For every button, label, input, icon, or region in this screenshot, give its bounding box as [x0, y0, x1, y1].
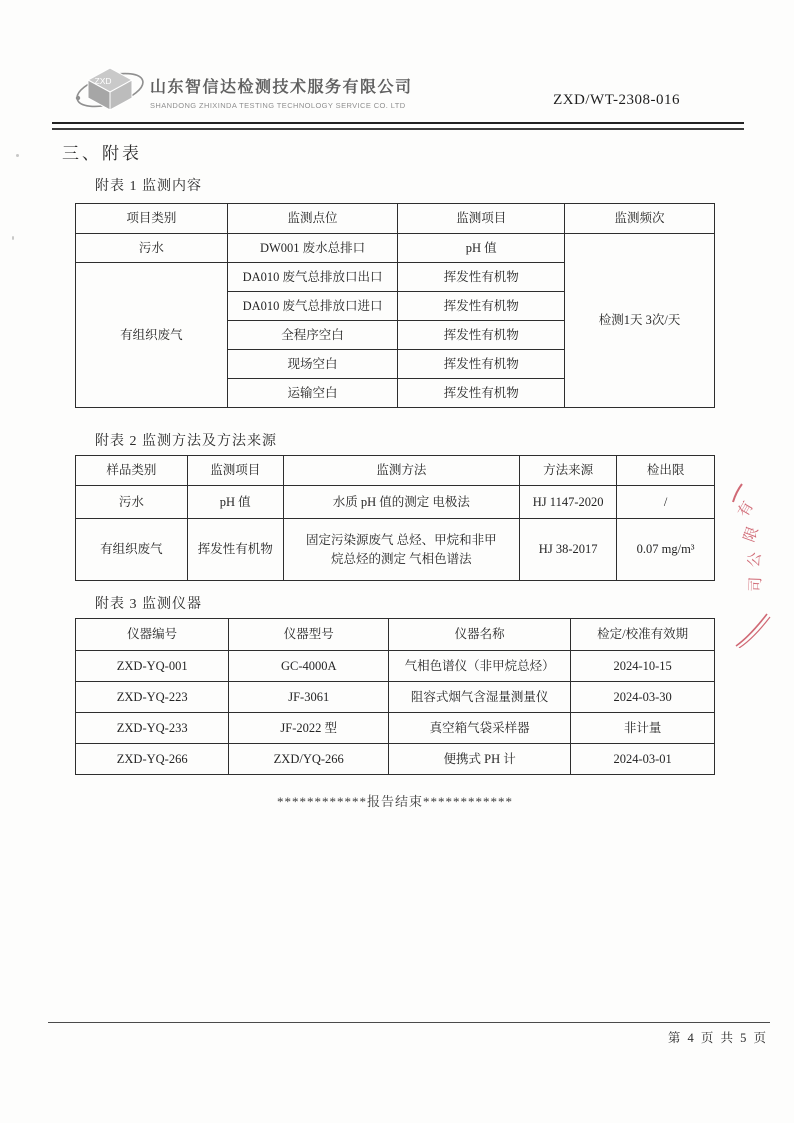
table-row	[76, 713, 715, 744]
cell-instrument-model: ZXD/YQ-266	[229, 744, 389, 775]
table-monitoring-content	[75, 203, 715, 408]
cell-method-source: HJ 1147-2020	[520, 486, 617, 519]
cell-item: pH 值	[398, 234, 565, 263]
seal-char: 公	[746, 551, 765, 569]
cell-sample-type: 有组织废气	[76, 519, 188, 581]
table-row	[76, 744, 715, 775]
cell-frequency: 检测1天 3次/天	[565, 234, 715, 408]
report-end-line: ************报告结束************	[276, 794, 513, 809]
table-monitoring-instruments	[75, 618, 715, 775]
cell-detection-limit: 0.07 mg/m³	[617, 519, 715, 581]
scan-speck	[12, 236, 14, 240]
footer-divider	[48, 1022, 770, 1023]
column-header: 仪器编号	[76, 619, 229, 651]
cell-instrument-model: GC-4000A	[229, 651, 389, 682]
section-title: 三、附表	[62, 144, 142, 163]
table-row	[76, 682, 715, 713]
seal-char: 司	[748, 576, 765, 593]
document-number: ZXD/WT-2308-016	[553, 92, 680, 108]
cell-instrument-id: ZXD-YQ-223	[76, 682, 229, 713]
cell-item: 挥发性有机物	[398, 379, 565, 408]
cell-category: 有组织废气	[76, 263, 228, 408]
column-header: 监测项目	[398, 204, 565, 234]
cell-point: DA010 废气总排放口出口	[227, 263, 398, 292]
table-row	[76, 519, 715, 581]
cell-method: 固定污染源废气 总烃、甲烷和非甲烷总烃的测定 气相色谱法	[283, 519, 519, 581]
cell-item: 挥发性有机物	[398, 292, 565, 321]
cell-category: 污水	[76, 234, 228, 263]
cell-point: 全程序空白	[227, 321, 398, 350]
cell-instrument-name: 便携式 PH 计	[389, 744, 571, 775]
cell-item: 挥发性有机物	[398, 350, 565, 379]
table-row	[76, 486, 715, 519]
cell-point: DW001 废水总排口	[227, 234, 398, 263]
column-header: 仪器名称	[389, 619, 571, 651]
cell-instrument-id: ZXD-YQ-001	[76, 651, 229, 682]
header-divider	[52, 122, 744, 130]
column-header: 样品类别	[76, 456, 188, 486]
company-logo-icon	[72, 58, 148, 122]
table-row	[76, 651, 715, 682]
cell-instrument-name: 阻容式烟气含湿量测量仪	[389, 682, 571, 713]
cell-instrument-model: JF-2022 型	[229, 713, 389, 744]
column-header: 监测频次	[565, 204, 715, 234]
cell-instrument-id: ZXD-YQ-266	[76, 744, 229, 775]
logo-text: ZXD	[94, 76, 112, 86]
table-header-row	[76, 456, 715, 486]
company-name-cn: 山东智信达检测技术服务有限公司	[150, 79, 413, 96]
cell-valid-date: 2024-03-01	[571, 744, 715, 775]
column-header: 方法来源	[520, 456, 617, 486]
table1-caption: 附表 1 监测内容	[95, 179, 202, 194]
column-header: 检出限	[617, 456, 715, 486]
cell-instrument-name: 真空箱气袋采样器	[389, 713, 571, 744]
cell-instrument-name: 气相色谱仪（非甲烷总烃）	[389, 651, 571, 682]
cell-method-source: HJ 38-2017	[520, 519, 617, 581]
table-header-row	[76, 204, 715, 234]
cell-item: 挥发性有机物	[398, 321, 565, 350]
cell-point: DA010 废气总排放口进口	[227, 292, 398, 321]
cell-valid-date: 2024-03-30	[571, 682, 715, 713]
table-row	[76, 234, 715, 263]
cell-sample-type: 污水	[76, 486, 188, 519]
company-name-block	[150, 74, 413, 110]
cell-valid-date: 非计量	[571, 713, 715, 744]
cell-item: pH 值	[187, 486, 283, 519]
column-header: 监测项目	[187, 456, 283, 486]
cell-instrument-model: JF-3061	[229, 682, 389, 713]
scan-speck	[16, 154, 19, 157]
column-header: 检定/校准有效期	[571, 619, 715, 651]
cell-valid-date: 2024-10-15	[571, 651, 715, 682]
table2-caption: 附表 2 监测方法及方法来源	[95, 434, 277, 449]
cell-instrument-id: ZXD-YQ-233	[76, 713, 229, 744]
cell-item: 挥发性有机物	[187, 519, 283, 581]
column-header: 项目类别	[76, 204, 228, 234]
page-number: 第 4 页 共 5 页	[667, 1031, 768, 1045]
cell-point: 现场空白	[227, 350, 398, 379]
company-name-en: SHANDONG ZHIXINDA TESTING TECHNOLOGY SERVICE CO. LTD	[150, 101, 406, 110]
cell-item: 挥发性有机物	[398, 263, 565, 292]
seal-char: 有	[735, 498, 757, 520]
cell-point: 运输空白	[227, 379, 398, 408]
seal-char: 限	[741, 524, 762, 545]
column-header: 仪器型号	[229, 619, 389, 651]
table-header-row	[76, 619, 715, 651]
cell-method: 水质 pH 值的测定 电极法	[283, 486, 519, 519]
column-header: 监测点位	[227, 204, 398, 234]
cell-detection-limit: /	[617, 486, 715, 519]
column-header: 监测方法	[283, 456, 519, 486]
table3-caption: 附表 3 监测仪器	[95, 597, 202, 612]
table-monitoring-methods	[75, 455, 715, 581]
company-seal-stamp	[730, 478, 794, 648]
